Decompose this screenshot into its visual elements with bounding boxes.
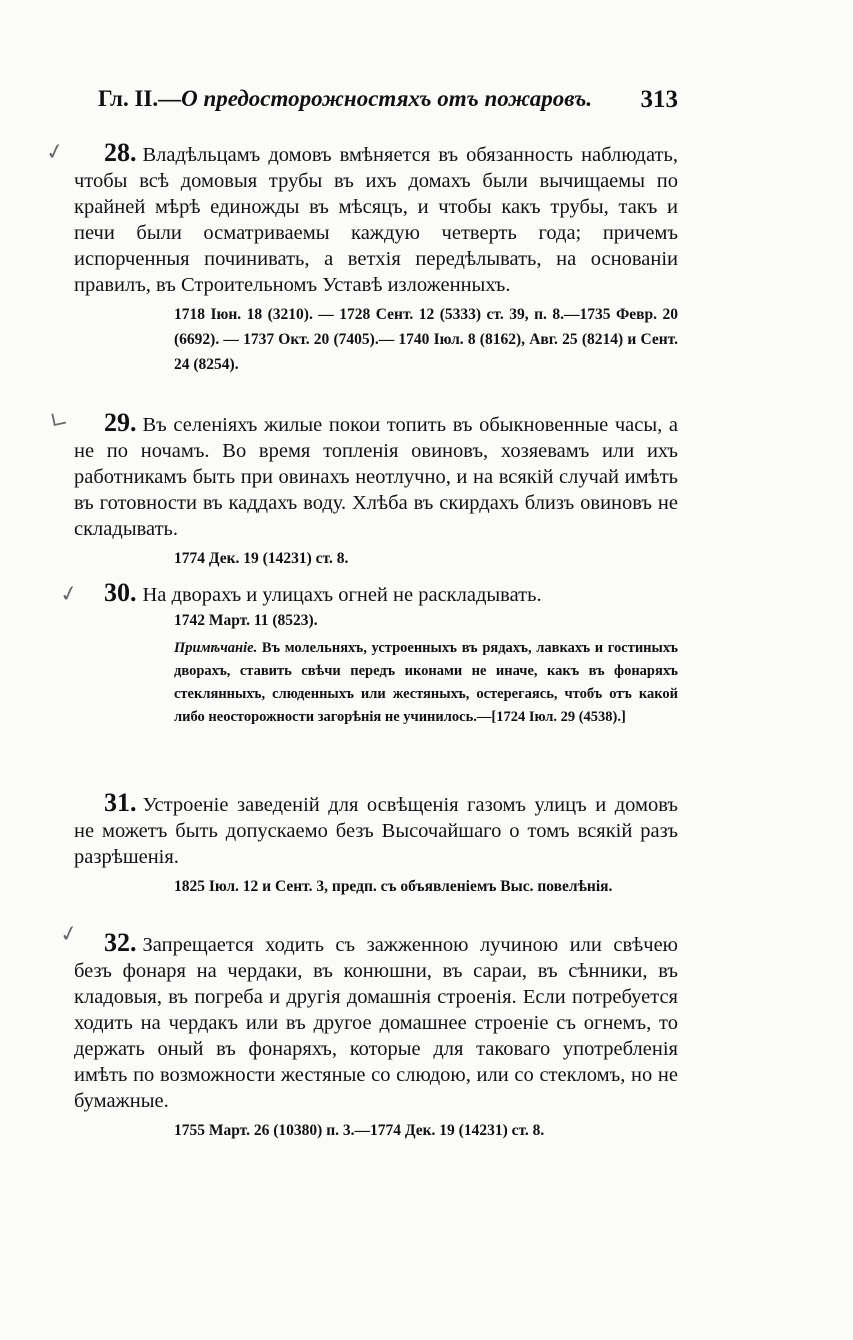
article-31 [74, 790, 678, 899]
running-header [98, 86, 678, 112]
article-32 [74, 930, 678, 1143]
article-text: Устроеніе заведеній для освѣщенія газомъ улицъ и домовъ не можетъ быть допускаемо безъ Высочайшаго о томъ всякій разъ разрѣшенія. [74, 794, 678, 868]
legal-reference: 1774 Дек. 19 (14231) ст. 8. [174, 550, 349, 567]
chapter-title: О предосторожностяхъ отъ пожаровъ. [181, 86, 593, 111]
legal-reference: 1755 Март. 26 (10380) п. 3.—1774 Дек. 19 (14231) ст. 8. [174, 1122, 545, 1139]
article-text-block [74, 580, 678, 608]
chapter-label: Гл. II.— [98, 86, 182, 111]
article-text-block [74, 930, 678, 1114]
article-number: 32. [104, 928, 137, 957]
article-number: 28. [104, 138, 137, 167]
article-28 [74, 140, 678, 377]
legal-reference: 1742 Март. 11 (8523). [174, 612, 318, 629]
article-29 [74, 410, 678, 571]
pencil-check-mark: ∟ [47, 406, 71, 435]
article-text-block [74, 790, 678, 870]
legal-reference: 1718 Іюн. 18 (3210). — 1728 Сент. 12 (5333) ст. 39, п. 8.—1735 Февр. 20 (6692). — 1737 Окт. 20 (7405).— 1740 Іюл. 8 (8162), Авг. 25 (8214) и Сент. 24 (8254). [174, 306, 678, 373]
article-number: 29. [104, 408, 137, 437]
article-text: Въ селеніяхъ жилые покои топить въ обыкновенные часы, а не по ночамъ. Во время топленія овиновъ, хозяевамъ или ихъ работникамъ быть при овинахъ неотлучно, и на всякій случай имѣть въ готовности въ каддахъ воду. Хлѣба въ скирдахъ близъ овиновъ не складывать. [74, 414, 678, 540]
pencil-check-mark: ✓ [57, 580, 81, 609]
pencil-check-mark: ✓ [57, 920, 81, 949]
note-text: Въ молельняхъ, устроенныхъ въ рядахъ, лавкахъ и гостиныхъ дворахъ, ставить свѣчи передъ иконами не иначе, какъ въ фонаряхъ стеклянныхъ, слюденныхъ или жестяныхъ, остерегаясь, чтобъ отъ какой либо неосторожности загорѣнія не учинилось.—[1724 Іюл. 29 (4538).] [174, 640, 679, 725]
article-text-block [74, 140, 678, 298]
note-label: Примѣчаніе. [174, 640, 258, 656]
page-number: 313 [640, 86, 678, 113]
article-text: Владѣльцамъ домовъ вмѣняется въ обязанность наблюдать, чтобы всѣ домовыя трубы въ ихъ домахъ были вычищаемы по крайней мѣрѣ единожды въ мѣсяцъ, и чтобы какъ трубы, такъ и печи были осматриваемы каждую четверть года; причемъ испорченныя починивать, а ветхія передѣлывать, на основаніи правилъ, въ Строительномъ Уставѣ изложенныхъ. [74, 144, 678, 296]
article-text-block [74, 410, 678, 542]
article-number: 31. [104, 788, 137, 817]
article-text: На дворахъ и улицахъ огней не раскладывать. [142, 584, 542, 606]
article-text: Запрещается ходить съ зажженною лучиною или свѣчею безъ фонаря на чердаки, въ конюшни, въ сараи, въ сѣнники, въ кладовыя, въ погреба и другія домашнія строенія. Если потребуется ходить на чердакъ или въ другое домашнее строеніе съ огнемъ, то держать оный въ фонаряхъ, которые для таковаго употребленія имѣть по возможности жестяные со слюдою, или со стекломъ, но не бумажные. [74, 934, 678, 1112]
pencil-check-mark: ✓ [43, 138, 67, 167]
legal-reference: 1825 Іюл. 12 и Сент. 3, предп. съ объявленіемъ Выс. повелѣнія. [174, 878, 613, 895]
note-block [174, 637, 678, 729]
article-30 [74, 580, 678, 729]
article-number: 30. [104, 578, 137, 607]
